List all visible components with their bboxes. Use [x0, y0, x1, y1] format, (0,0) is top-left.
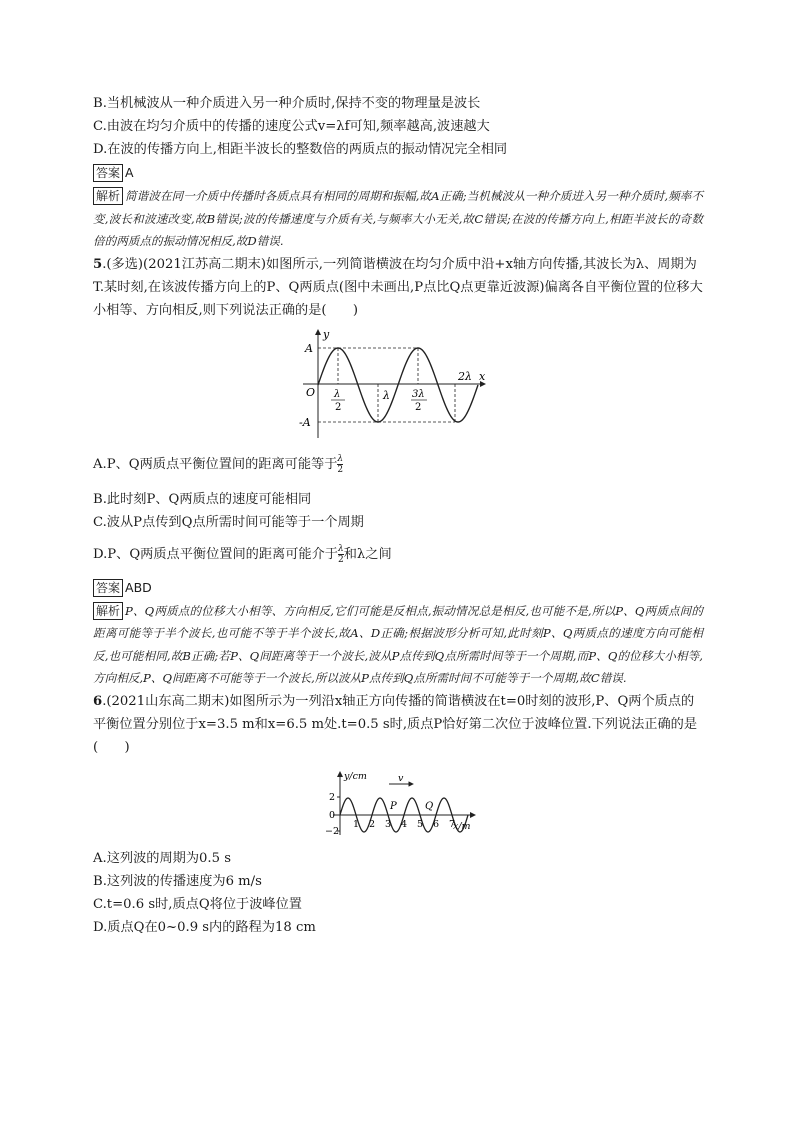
- q6-number: 6: [93, 693, 103, 709]
- q5-option-d-text: D.P、Q两质点平衡位置间的距离可能介于: [93, 546, 338, 562]
- q5-wave-curve: [318, 348, 478, 422]
- q4-explanation: [93, 185, 703, 253]
- q6-tick-7: 7: [449, 818, 456, 830]
- q5-label-y: y: [323, 327, 330, 341]
- q5-option-d: [93, 542, 703, 568]
- q6-tick-labels: [353, 819, 455, 830]
- q4-answer-row: [93, 161, 703, 185]
- q5-tick-lambda: λ: [383, 388, 390, 402]
- q6-option-b: B.这列波的传播速度为6 m/s: [93, 873, 262, 889]
- q5-explanation: [93, 600, 703, 690]
- q6-tick-2: 2: [369, 818, 376, 830]
- q6-tick-4: 4: [401, 818, 408, 830]
- q5-option-d-tail: 和λ之间: [343, 546, 392, 562]
- q5-tick-half-num: λ: [334, 388, 341, 400]
- frac-num: λ: [337, 543, 344, 554]
- q5-number: 5: [93, 256, 103, 272]
- q5-label-negA: -A: [299, 415, 311, 429]
- q6-stem: [93, 690, 703, 759]
- explanation-tag: 解析: [93, 602, 123, 620]
- q6-label-P: P: [390, 800, 397, 812]
- frac-num: λ: [337, 453, 344, 464]
- q5-stem-text: .(多选)(2021江苏高二期末)如图所示,一列简谐横波在均匀介质中沿+x轴方向传播,其波长为λ、周期为T.某时刻,在该波传播方向上的P、Q两质点(图中未画出,P点比Q点更靠近波源)偏离各自平衡位置的位移大小相等、方向相反,则下列说法正确的是( ): [93, 256, 703, 318]
- q5-label-x: x: [479, 369, 486, 383]
- worksheet-page: [93, 92, 703, 939]
- q5-explanation-text: P、Q两质点的位移大小相等、方向相反,它们可能是反相点,振动情况总是相反,也可能不是,所以P、Q两质点间的距离可能等于半个波长,也可能不等于半个波长,故A、D正确;根据波形分析可知,此时刻P、Q两质点的速度方向可能相反,也可能相同,故B正确;若P、Q间距离等于一个波长,波从P点传到Q点所需时间等于一个周期,而P、Q的位移大小相等,方向相反,P、Q间距离不可能等于一个波长,所以波从P点传到Q点所需时间不可能等于一个周期,故C错误.: [93, 603, 703, 685]
- q6-label-0: 0: [329, 809, 336, 821]
- q4-option-c: C.由波在均匀介质中的传播的速度公式v=λf可知,频率越高,波速越大: [93, 119, 490, 134]
- q5-option-a: [93, 452, 703, 478]
- frac-den: 2: [337, 554, 344, 565]
- q4-answer: A: [125, 165, 134, 180]
- q6-option-a: A.这列波的周期为0.5 s: [93, 850, 231, 866]
- q5-tick-half-den: 2: [335, 401, 342, 413]
- q5-option-a-text: A.P、Q两质点平衡位置间的距离可能等于: [93, 456, 338, 472]
- q6-tick-6: 6: [433, 818, 440, 830]
- q5-tick-3half-num: 3λ: [412, 388, 425, 400]
- q6-label-v: v: [398, 772, 404, 784]
- q6-label-2: 2: [329, 791, 336, 803]
- q6-wave-figure: [93, 769, 703, 839]
- q5-stem: [93, 253, 703, 322]
- q5-option-c: C.波从P点传到Q点所需时间可能等于一个周期: [93, 514, 364, 530]
- q6-label-Q: Q: [425, 800, 434, 812]
- q5-tick-2lambda: 2λ: [458, 369, 472, 383]
- q4-option-b: B.当机械波从一种介质进入另一种介质时,保持不变的物理量是波长: [93, 96, 481, 111]
- answer-tag: 答案: [93, 164, 123, 182]
- q6-stem-text: .(2021山东高二期末)如图所示为一列沿x轴正方向传播的简谐横波在t=0时刻的波形,P、Q两个质点的平衡位置分别位于x=3.5 m和x=6.5 m处.t=0.5 s时,质点P恰好第二次位于波峰位置.下列说法正确的是( ): [93, 693, 698, 755]
- q5-label-O: O: [306, 385, 316, 399]
- q4-option-d: D.在波的传播方向上,相距半波长的整数倍的两质点的振动情况完全相同: [93, 142, 508, 157]
- q6-label-y: y/cm: [344, 770, 367, 782]
- explanation-tag: 解析: [93, 187, 123, 205]
- q5-answer: ABD: [125, 579, 152, 595]
- q5-wave-figure: [93, 326, 703, 444]
- q5-option-a-fraction: [337, 454, 343, 475]
- q6-label-x: x/m: [453, 820, 471, 832]
- q5-option-b: B.此时刻P、Q两质点的速度可能相同: [93, 491, 312, 507]
- q6-tick-5: 5: [417, 818, 424, 830]
- q6-tick-1: 1: [353, 818, 360, 830]
- q6-option-d: D.质点Q在0~0.9 s内的路程为18 cm: [93, 919, 316, 935]
- frac-den: 2: [337, 464, 344, 475]
- q6-label-neg2: −2: [325, 825, 340, 837]
- q4-explanation-text: 简谐波在同一介质中传播时各质点具有相同的周期和振幅,故A正确;当机械波从一种介质进入另一种介质时,频率不变,波长和波速改变,故B错误;波的传播速度与介质有关,与频率大小无关,故C错误;在波的传播方向上,相距半波长的奇数倍的两质点的振动情况相反,故D错误.: [93, 189, 703, 248]
- q5-label-A: A: [305, 341, 313, 355]
- q5-answer-row: [93, 576, 703, 600]
- q6-tick-3: 3: [385, 818, 392, 830]
- q5-tick-3half-den: 2: [415, 401, 422, 413]
- answer-tag: 答案: [93, 579, 123, 597]
- q6-option-c: C.t=0.6 s时,质点Q将位于波峰位置: [93, 896, 302, 912]
